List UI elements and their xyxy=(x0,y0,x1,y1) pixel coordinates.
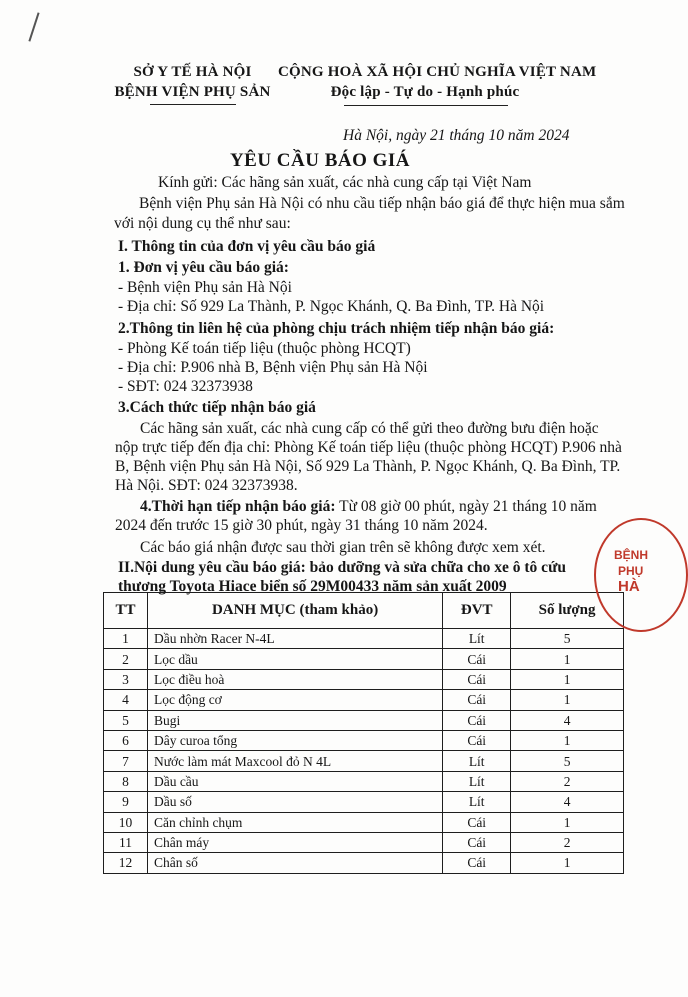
table-row xyxy=(104,710,624,730)
sub-1-item: - Địa chỉ: Số 929 La Thành, P. Ngọc Khánh, Q. Ba Đình, TP. Hà Nội xyxy=(118,298,545,315)
section-2-heading-line-1: II.Nội dung yêu cầu báo giá: bảo dưỡng và sửa chữa cho xe ô tô cứu xyxy=(118,559,566,576)
table-header-row xyxy=(104,593,624,629)
cell-qty: 4 xyxy=(511,792,624,812)
cell-unit: Lít xyxy=(443,629,511,649)
cell-item: Dầu số xyxy=(147,792,442,812)
cell-tt: 3 xyxy=(104,669,148,689)
cell-tt: 1 xyxy=(104,629,148,649)
cell-unit: Lít xyxy=(443,771,511,791)
late-note: Các báo giá nhận được sau thời gian trên sẽ không được xem xét. xyxy=(140,539,546,556)
table-row xyxy=(104,832,624,852)
cell-item: Lọc dầu xyxy=(147,649,442,669)
cell-qty: 1 xyxy=(511,669,624,689)
table-row xyxy=(104,629,624,649)
sub-4-heading: 4.Thời hạn tiếp nhận báo giá: xyxy=(140,498,336,515)
cell-qty: 1 xyxy=(511,649,624,669)
table-row xyxy=(104,812,624,832)
table-row xyxy=(104,649,624,669)
nation-name: CỘNG HOÀ XÃ HỘI CHỦ NGHĨA VIỆT NAM xyxy=(278,64,597,80)
section-2-heading-line-2: thương Toyota Hiace biển số 29M00433 năm sản xuất 2009 xyxy=(118,578,507,595)
cell-unit: Lít xyxy=(443,792,511,812)
scan-mark xyxy=(28,12,39,41)
table-row xyxy=(104,690,624,710)
header-left-underline xyxy=(150,104,236,105)
sub-3-line: nộp trực tiếp đến địa chỉ: Phòng Kế toán tiếp liệu (thuộc phòng HCQT) P.906 nhà xyxy=(115,439,622,456)
stamp-text: HÀ xyxy=(618,578,640,595)
hospital-name: BỆNH VIỆN PHỤ SẢN xyxy=(114,84,271,100)
sub-3-line: Hà Nội. SĐT: 024 32373938. xyxy=(115,477,298,494)
table-row xyxy=(104,853,624,873)
sub-2-item: - Phòng Kế toán tiếp liệu (thuộc phòng HCQT) xyxy=(118,340,411,357)
sub-4-line-1 xyxy=(140,498,597,516)
cell-unit: Cái xyxy=(443,853,511,873)
cell-unit: Cái xyxy=(443,812,511,832)
table-row xyxy=(104,730,624,750)
table-row xyxy=(104,792,624,812)
cell-unit: Cái xyxy=(443,710,511,730)
cell-qty: 5 xyxy=(511,751,624,771)
cell-item: Lọc động cơ xyxy=(147,690,442,710)
cell-item: Dầu nhờn Racer N-4L xyxy=(147,629,442,649)
cell-qty: 2 xyxy=(511,832,624,852)
section-1-heading: I. Thông tin của đơn vị yêu cầu báo giá xyxy=(118,238,376,255)
cell-item: Chân máy xyxy=(147,832,442,852)
header-unit: ĐVT xyxy=(443,593,511,629)
header-right-underline xyxy=(344,105,508,106)
header-tt: TT xyxy=(104,593,148,629)
cell-item: Chân số xyxy=(147,853,442,873)
sub-3-heading: 3.Cách thức tiếp nhận báo giá xyxy=(118,399,316,416)
stamp-text: PHỤ xyxy=(618,564,644,578)
table-row xyxy=(104,751,624,771)
cell-unit: Cái xyxy=(443,649,511,669)
sub-1-item: - Bệnh viện Phụ sản Hà Nội xyxy=(118,279,292,296)
sub-3-line: Các hãng sản xuất, các nhà cung cấp có thể gửi theo đường bưu điện hoặc xyxy=(140,420,599,437)
sub-2-item: - SĐT: 024 32373938 xyxy=(118,378,253,395)
sub-2-heading: 2.Thông tin liên hệ của phòng chịu trách nhiệm tiếp nhận báo giá: xyxy=(118,320,555,337)
hospital-stamp xyxy=(594,518,688,632)
intro-line-1: Bệnh viện Phụ sản Hà Nội có nhu cầu tiếp nhận báo giá để thực hiện mua sắm xyxy=(139,195,625,212)
cell-tt: 10 xyxy=(104,812,148,832)
cell-item: Dây curoa tổng xyxy=(147,730,442,750)
sub-3-line: B, Bệnh viện Phụ sản Hà Nội, Số 929 La Thành, P. Ngọc Khánh, Q. Ba Đình, TP. xyxy=(115,458,621,475)
cell-unit: Cái xyxy=(443,690,511,710)
cell-unit: Lít xyxy=(443,751,511,771)
cell-qty: 1 xyxy=(511,690,624,710)
cell-item: Nước làm mát Maxcool đỏ N 4L xyxy=(147,751,442,771)
header-qty: Số lượng xyxy=(511,593,624,629)
date-line: Hà Nội, ngày 21 tháng 10 năm 2024 xyxy=(343,127,570,144)
cell-tt: 5 xyxy=(104,710,148,730)
intro-line-2: với nội dung cụ thể như sau: xyxy=(114,215,291,232)
recipient-line: Kính gửi: Các hãng sản xuất, các nhà cung cấp tại Việt Nam xyxy=(158,174,532,191)
items-table xyxy=(103,592,624,874)
cell-unit: Cái xyxy=(443,832,511,852)
document-title: YÊU CẦU BÁO GIÁ xyxy=(229,150,411,171)
header-item: DANH MỤC (tham khảo) xyxy=(147,593,442,629)
cell-item: Bugi xyxy=(147,710,442,730)
cell-item: Dầu cầu xyxy=(147,771,442,791)
nation-motto: Độc lập - Tự do - Hạnh phúc xyxy=(330,84,520,100)
sub-4-text: Từ 08 giờ 00 phút, ngày 21 tháng 10 năm xyxy=(335,498,597,515)
cell-qty: 1 xyxy=(511,812,624,832)
cell-tt: 9 xyxy=(104,792,148,812)
cell-item: Căn chỉnh chụm xyxy=(147,812,442,832)
cell-tt: 7 xyxy=(104,751,148,771)
cell-qty: 1 xyxy=(511,730,624,750)
cell-tt: 11 xyxy=(104,832,148,852)
cell-tt: 4 xyxy=(104,690,148,710)
cell-item: Lọc điều hoà xyxy=(147,669,442,689)
sub-4-line-2: 2024 đến trước 15 giờ 30 phút, ngày 31 tháng 10 năm 2024. xyxy=(115,517,488,534)
cell-unit: Cái xyxy=(443,730,511,750)
stamp-text: BỆNH xyxy=(614,548,649,562)
cell-qty: 5 xyxy=(511,629,624,649)
cell-unit: Cái xyxy=(443,669,511,689)
cell-tt: 8 xyxy=(104,771,148,791)
agency-name: SỞ Y TẾ HÀ NỘI xyxy=(133,64,252,80)
table-row xyxy=(104,771,624,791)
cell-qty: 1 xyxy=(511,853,624,873)
cell-tt: 12 xyxy=(104,853,148,873)
cell-qty: 4 xyxy=(511,710,624,730)
cell-tt: 6 xyxy=(104,730,148,750)
table-row xyxy=(104,669,624,689)
sub-1-heading: 1. Đơn vị yêu cầu báo giá: xyxy=(118,259,289,276)
cell-tt: 2 xyxy=(104,649,148,669)
cell-qty: 2 xyxy=(511,771,624,791)
sub-2-item: - Địa chỉ: P.906 nhà B, Bệnh viện Phụ sản Hà Nội xyxy=(118,359,428,376)
